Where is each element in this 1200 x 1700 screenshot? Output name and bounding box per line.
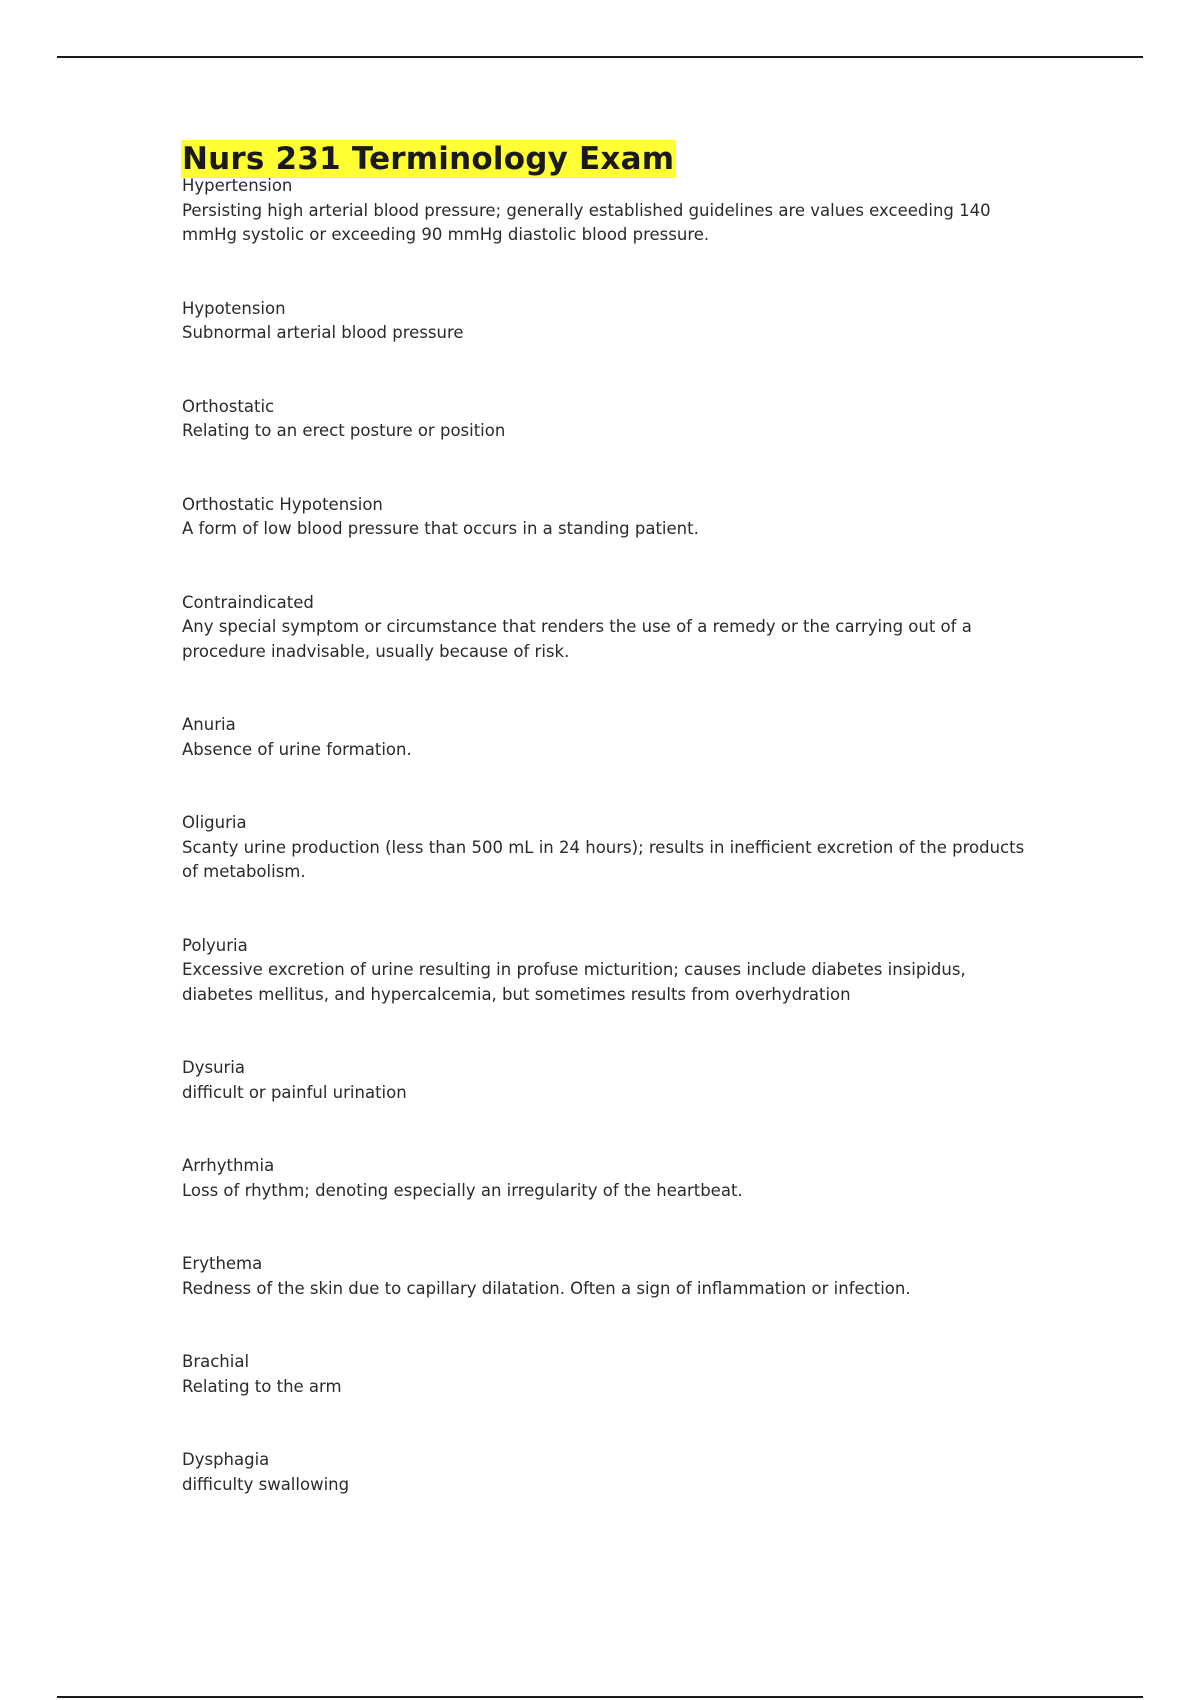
document-title-wrap [182,140,1032,178]
term-definition: Any special symptom or circumstance that renders the use of a remedy or the carrying out of a procedure inadvisable, usually because of risk. [182,617,972,661]
term-entry-dysuria [182,1056,1032,1105]
term-name: Erythema [182,1254,263,1273]
term-definition: Excessive excretion of urine resulting in profuse micturition; causes include diabetes insipidus, diabetes mellitus, and hypercalcemia, but sometimes results from overhydration [182,960,966,1004]
term-name: Anuria [182,715,236,734]
term-entry-polyuria [182,934,1032,1008]
term-entry-erythema [182,1252,1032,1301]
term-entry-contraindicated [182,591,1032,665]
term-definition: difficulty swallowing [182,1474,350,1494]
term-definition: Persisting high arterial blood pressure; generally established guidelines are values exceeding 140 mmHg systolic or exceeding 90 mmHg diastolic blood pressure. [182,200,991,244]
term-entry-hypotension [182,297,1032,346]
term-name: Orthostatic Hypotension [182,494,383,514]
term-definition: Relating to the arm [182,1376,342,1396]
term-definition: Subnormal arterial blood pressure [182,323,464,342]
term-definition: Absence of urine formation. [182,739,412,759]
term-entry-anuria [182,713,1032,762]
term-definition: A form of low blood pressure that occurs in a standing patient. [182,519,699,538]
term-name: Dysuria [182,1058,246,1077]
term-entry-arrhythmia [182,1154,1032,1203]
term-entry-dysphagia [182,1448,1032,1497]
term-definition: Relating to an erect posture or position [182,421,506,440]
term-definition: Loss of rhythm; denoting especially an irregularity of the heartbeat. [182,1180,743,1200]
term-entry-orthostatic-hypotension [182,493,1032,542]
header-rule [57,56,1143,58]
term-entry-orthostatic [182,395,1032,444]
term-name: Polyuria [182,935,248,955]
term-name: Contraindicated [182,592,314,612]
term-entry-oliguria [182,811,1032,885]
document-title: Nurs 231 Terminology Exam [182,141,675,177]
term-definition: Redness of the skin due to capillary dilatation. Often a sign of inflammation or infection. [182,1278,911,1298]
term-definition: Scanty urine production (less than 500 mL in 24 hours); results in inefficient excretion of the products of metabolism. [182,837,1025,881]
footer-rule [57,1696,1143,1698]
term-name: Oliguria [182,813,247,832]
term-name: Brachial [182,1352,250,1371]
term-name: Orthostatic [182,396,275,416]
document-body [182,140,1032,1497]
term-name: Dysphagia [182,1450,270,1469]
term-name: Hypotension [182,298,286,318]
term-entry-brachial [182,1350,1032,1399]
term-name: Arrhythmia [182,1156,275,1175]
term-name: Hypertension [182,176,293,195]
term-definition: difficult or painful urination [182,1082,407,1102]
term-entry-hypertension [182,174,1032,248]
